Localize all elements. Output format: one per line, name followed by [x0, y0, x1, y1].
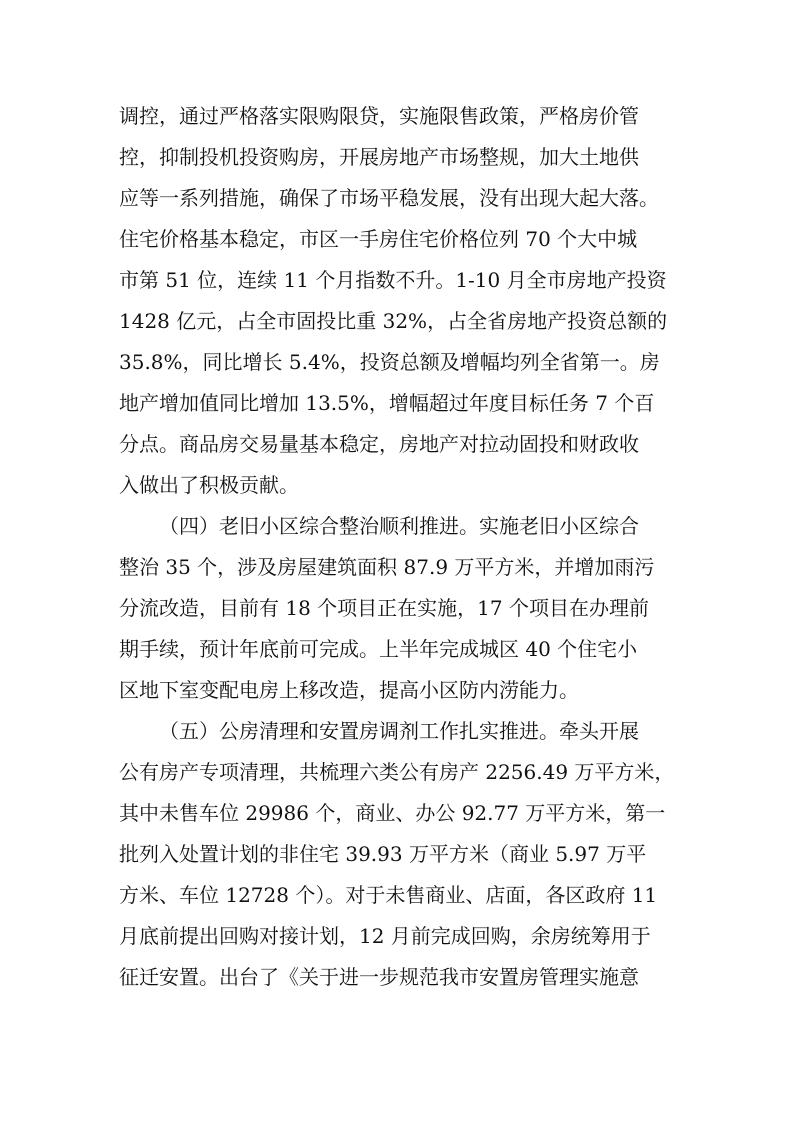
text-line: 区地下室变配电房上移改造，提高小区防内涝能力。	[119, 678, 579, 702]
text-line: 期手续，预计年底前可完成。上半年完成城区 40 个住宅小	[119, 637, 638, 661]
text-line: 住宅价格基本稳定，市区一手房住宅价格位列 70 个大中城	[119, 227, 638, 251]
text-line: 35.8%，同比增长 5.4%，投资总额及增幅均列全省第一。房	[119, 350, 660, 374]
text-line: 方米、车位 12728 个）。对于未售商业、店面，各区政府 11	[119, 883, 658, 907]
text-line: 分流改造，目前有 18 个项目正在实施，17 个项目在办理前	[119, 596, 649, 620]
section-heading-line: （五）公房清理和安置房调剂工作扎实推进。牵头开展	[159, 719, 639, 743]
text-line: 地产增加值同比增加 13.5%，增幅超过年度目标任务 7 个百	[119, 391, 655, 415]
text-line: 调控，通过严格落实限购限贷，实施限售政策，严格房价管	[119, 104, 639, 128]
text-line: 征迁安置。出台了《关于进一步规范我市安置房管理实施意	[119, 965, 639, 989]
text-line: 其中未售车位 29986 个，商业、办公 92.77 万平方米，第一	[119, 801, 666, 825]
text-line: 公有房产专项清理，共梳理六类公有房产 2256.49 万平方米，	[119, 760, 675, 784]
text-line: 控，抑制投机投资购房，开展房地产市场整规，加大土地供	[119, 145, 639, 169]
text-line: 市第 51 位，连续 11 个月指数不升。1-10 月全市房地产投资	[119, 268, 667, 292]
text-line: 应等一系列措施，确保了市场平稳发展，没有出现大起大落。	[119, 186, 659, 210]
section-heading-line: （四）老旧小区综合整治顺利推进。实施老旧小区综合	[159, 514, 639, 538]
text-line: 分点。商品房交易量基本稳定，房地产对拉动固投和财政收	[119, 432, 639, 456]
text-line: 月底前提出回购对接计划，12 月前完成回购，余房统筹用于	[119, 924, 651, 948]
text-line: 批列入处置计划的非住宅 39.93 万平方米（商业 5.97 万平	[119, 842, 647, 866]
text-line: 入做出了积极贡献。	[119, 473, 299, 497]
text-line: 整治 35 个，涉及房屋建筑面积 87.9 万平方米，并增加雨污	[119, 555, 655, 579]
text-line: 1428 亿元，占全市固投比重 32%，占全省房地产投资总额的	[119, 309, 668, 333]
